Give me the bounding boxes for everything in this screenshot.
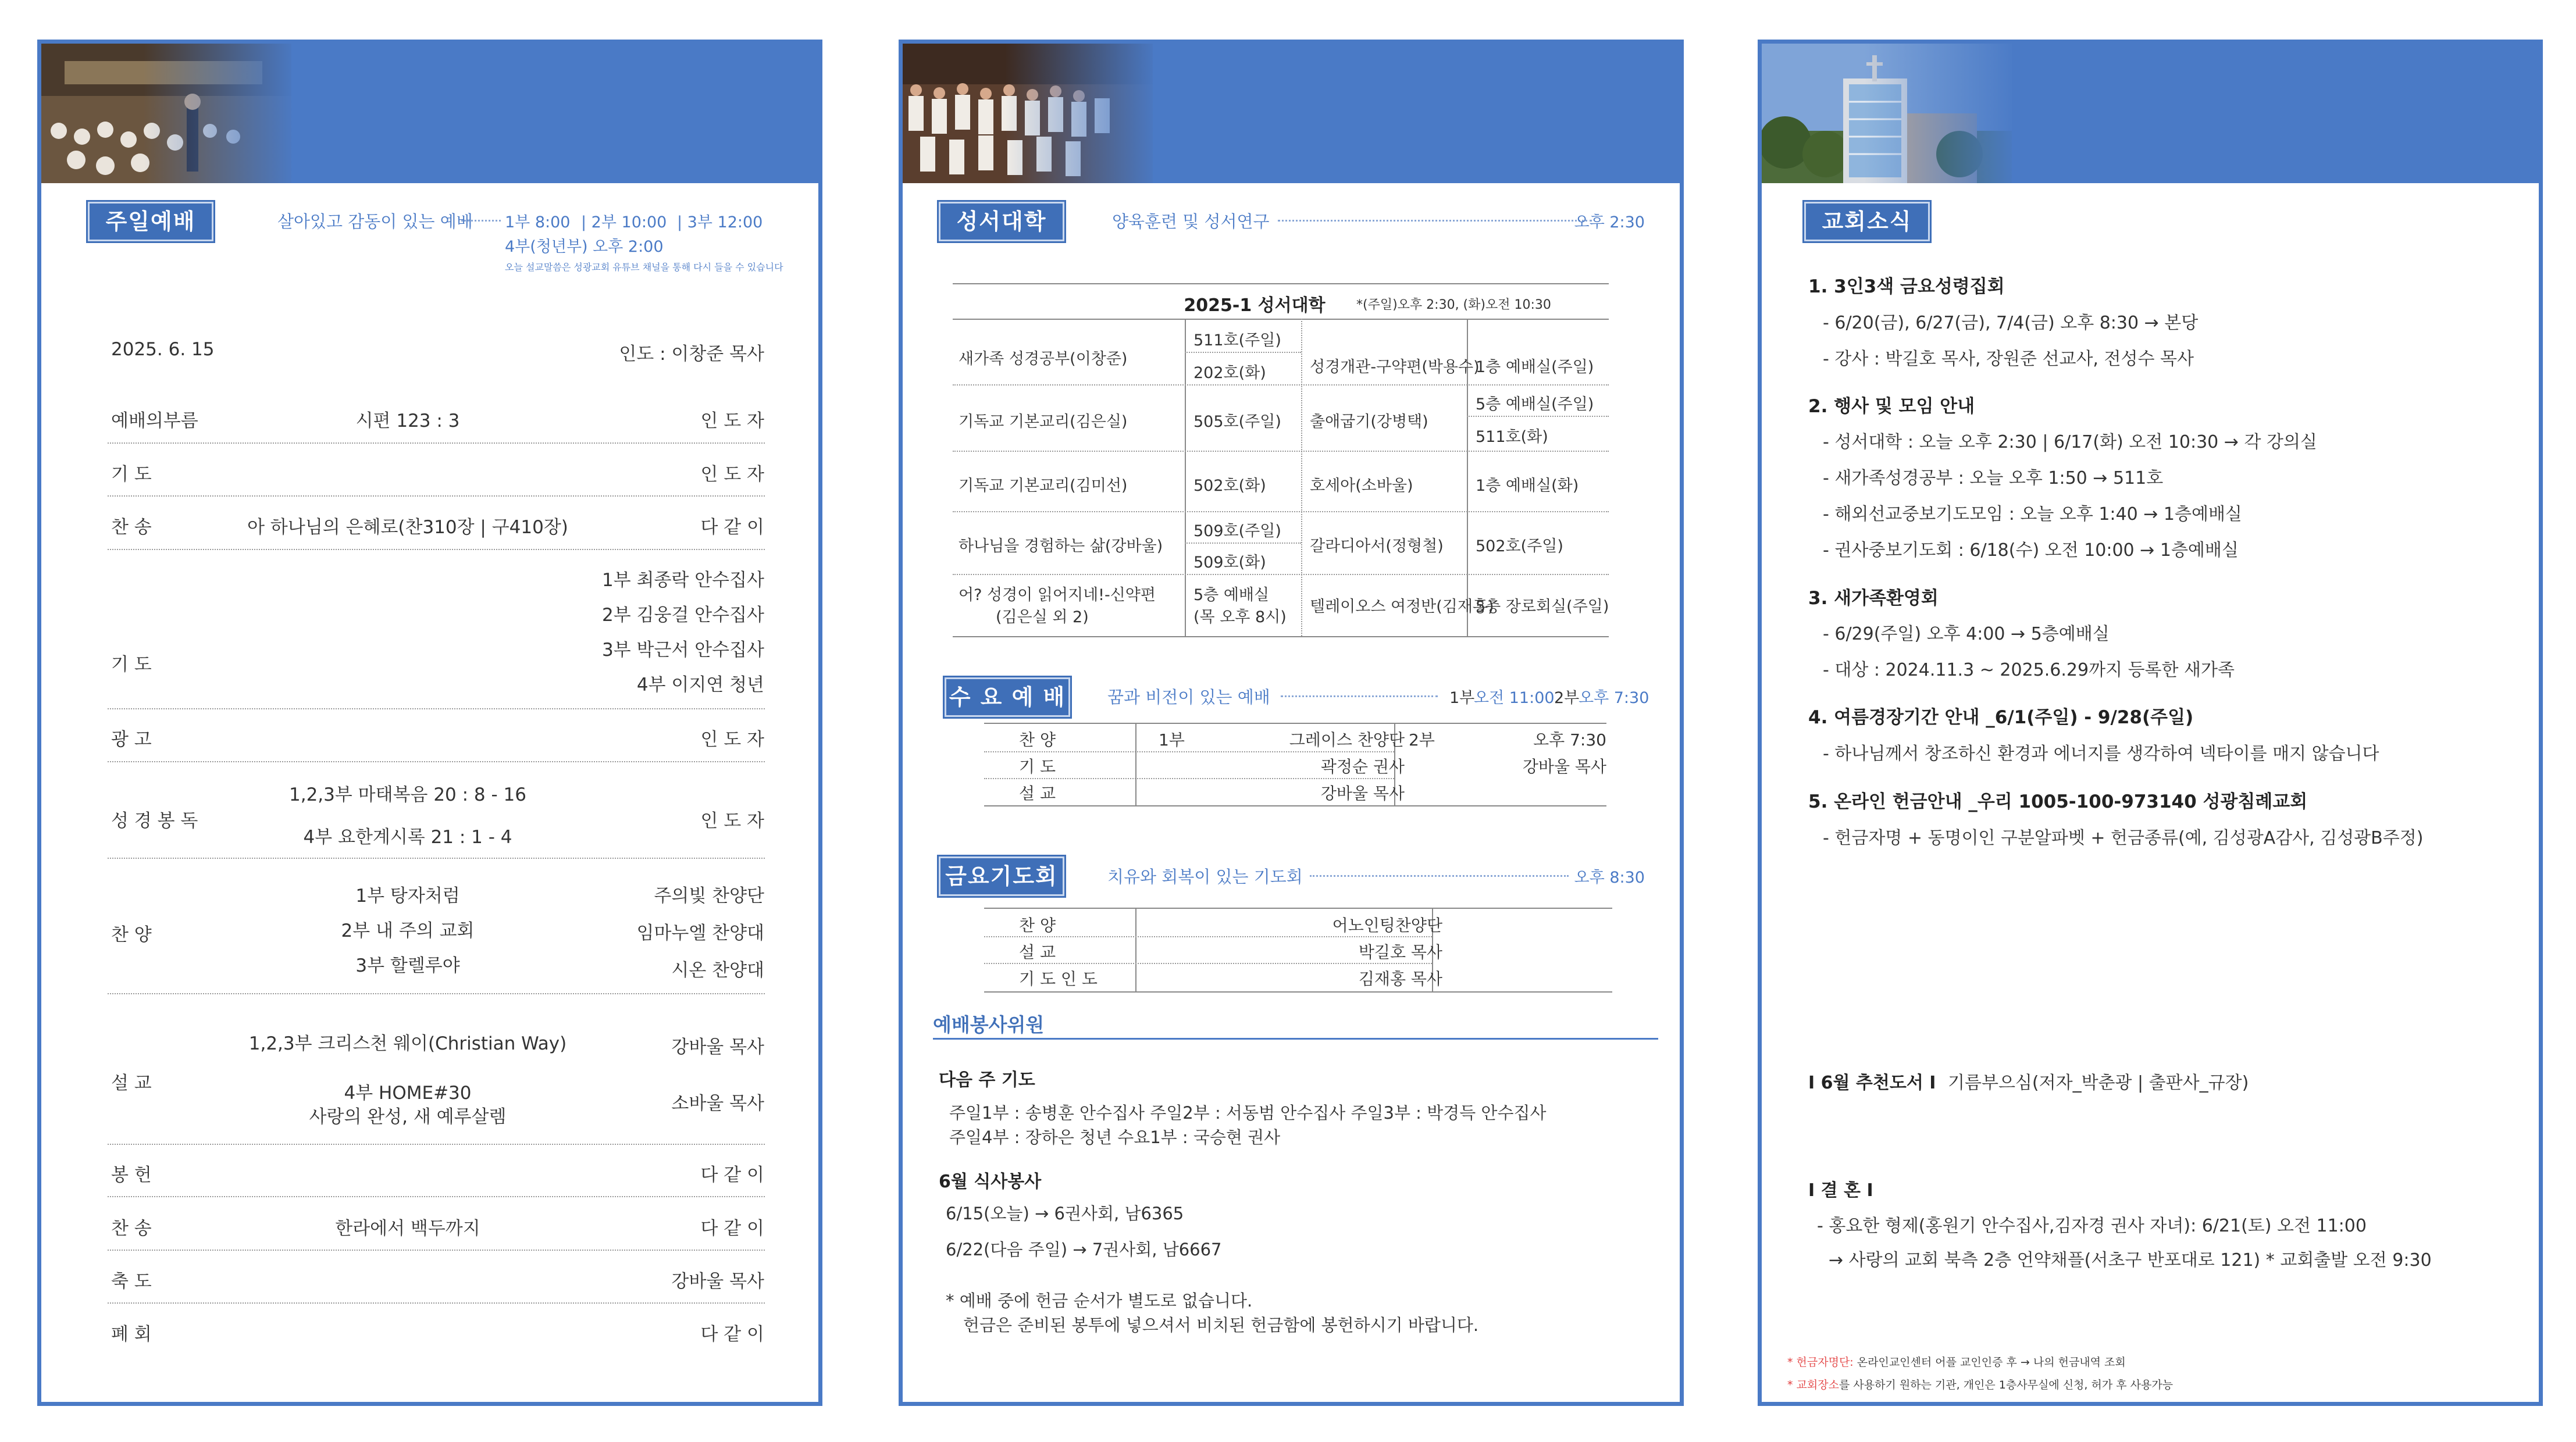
order-title: 찬 양 <box>111 925 152 945</box>
order-person: 인 도 자 <box>700 464 764 485</box>
news-detail: - 해외선교중보기도모임 : 오늘 오후 1:40 → 1층예배실 <box>1823 504 2242 524</box>
order-person: 인 도 자 <box>700 729 764 750</box>
order-person: 강바울 목사 <box>671 1271 764 1292</box>
wed-time-1: 오전 11:00 <box>1474 689 1555 707</box>
praise-1: 1부 탕자처럼 <box>355 886 460 906</box>
course-room: 1층 예배실(화) <box>1476 477 1579 495</box>
section-tag-bible-college: 성서대학 <box>939 202 1064 241</box>
order-title: 찬 송 <box>111 1218 152 1239</box>
news-detail: - 새가족성경공부 : 오늘 오후 1:50 → 511호 <box>1823 468 2164 488</box>
order-title: 설 교 <box>111 1073 152 1094</box>
preacher-1: 강바울 목사 <box>671 1037 764 1058</box>
next-prayer-title: 다음 주 기도 <box>939 1070 1035 1090</box>
course-room: 1층 예배실(주일) <box>1476 358 1594 376</box>
course-room: 202호(화) <box>1193 364 1266 382</box>
order-title: 기 도 <box>111 464 152 485</box>
course-name: 호세아(소바울) <box>1310 477 1413 495</box>
header-banner <box>41 44 818 183</box>
wedding-label: I 결 혼 I <box>1808 1180 1873 1201</box>
order-person: 다 같 이 <box>700 1324 764 1345</box>
order-person: 인 도 자 <box>700 811 764 831</box>
order-title: 축 도 <box>111 1271 152 1292</box>
news-detail: - 강사 : 박길호 목사, 장원준 선교사, 전성수 목사 <box>1823 349 2194 369</box>
news-item-3: 3. 새가족환영회 <box>1808 588 1939 609</box>
wed-time-2: 오후 7:30 <box>1579 689 1649 707</box>
choir-2: 임마누엘 찬양대 <box>636 923 764 944</box>
course-room: 511호(주일) <box>1193 331 1281 349</box>
wed-row-value: 강바울 목사 <box>1522 757 1606 776</box>
wed-row-value: 곽정순 권사 <box>1320 757 1405 776</box>
youtube-note: 오늘 설교말씀은 성광교회 유튜브 채널을 통해 다시 들을 수 있습니다 <box>505 262 783 273</box>
fri-row-title: 찬 양 <box>1019 916 1056 935</box>
order-content: 한라에서 백두까지 <box>335 1218 480 1239</box>
news-item-2: 2. 행사 및 모임 안내 <box>1808 396 1975 417</box>
panel-bible-college <box>899 40 1684 1406</box>
worship-leader: 인도 : 이창준 목사 <box>619 344 764 365</box>
fri-row-value: 박길호 목사 <box>1358 943 1442 962</box>
panel-sunday-worship <box>37 40 822 1406</box>
wed-row-title: 찬 양 <box>1019 730 1056 749</box>
order-title: 폐 회 <box>111 1324 152 1345</box>
time-4: 4부(청년부) 오후 2:00 <box>505 238 664 256</box>
news-item-4: 4. 여름경장기간 안내 _6/1(주일) - 9/28(주일) <box>1808 707 2194 728</box>
wed-row-title: 설 교 <box>1019 784 1056 803</box>
footnote-venue: * 교회장소를 사용하기 원하는 기관, 개인은 1층사무실에 신청, 허가 후 사용가능 <box>1787 1379 2174 1391</box>
meal-line-2: 6/22(다음 주일) → 7권사회, 남6667 <box>946 1240 1222 1259</box>
fri-row-value: 어노인팅찬양단 <box>1332 916 1442 935</box>
section-time: 오후 8:30 <box>1574 869 1645 887</box>
meal-title: 6월 식사봉사 <box>939 1172 1042 1192</box>
choir-1: 주의빛 찬양단 <box>654 886 764 906</box>
wed-row-value: 오후 7:30 <box>1533 730 1606 749</box>
wed-row-value: 그레이스 찬양단 <box>1289 730 1405 749</box>
book-title: 기름부으심(저자_박춘광 | 출판사_규장) <box>1948 1073 2249 1093</box>
section-tag-friday: 금요기도회 <box>939 856 1064 896</box>
course-room: 509호(주일) <box>1193 522 1281 540</box>
service-title: 예배봉사위원 <box>933 1013 1045 1036</box>
book-label: I 6월 추천도서 I <box>1808 1073 1936 1093</box>
wed-row-title: 기 도 <box>1019 757 1056 776</box>
course-name: 새가족 성경공부(이창준) <box>959 350 1128 368</box>
course-name: 텔레이오스 여정반(김재홍) <box>1310 598 1494 616</box>
wedding-line-2: → 사랑의 교회 북측 2층 언약채플(서초구 반포대로 121) * 교회출발 오전 9:30 <box>1829 1250 2432 1270</box>
prayer-1: 1부 최종락 안수집사 <box>602 570 764 591</box>
news-detail: - 헌금자명 + 동명이인 구분알파벳 + 헌금종류(예, 김성광A감사, 김성광B주정) <box>1823 828 2424 848</box>
course-room: 5층 예배실 <box>1193 586 1270 604</box>
fri-row-title: 기 도 인 도 <box>1019 969 1098 988</box>
offering-note-2: 헌금은 준비된 봉투에 넣으셔서 비치된 헌금함에 봉헌하시기 바랍니다. <box>963 1315 1479 1335</box>
news-detail: - 하나님께서 창조하신 환경과 에너지를 생각하여 넥타이를 매지 않습니다 <box>1823 744 2379 764</box>
course-room: 502호(주일) <box>1476 537 1563 555</box>
news-detail: - 성서대학 : 오늘 오후 2:30 | 6/17(화) 오전 10:30 → 각 강의실 <box>1823 432 2317 452</box>
course-room: (목 오후 8시) <box>1193 608 1287 626</box>
table-note: *(주일)오후 2:30, (화)오전 10:30 <box>1356 298 1551 312</box>
course-name: (김은실 외 2) <box>996 608 1089 626</box>
section-time: 오후 2:30 <box>1574 213 1645 231</box>
order-title: 기 도 <box>111 654 152 675</box>
wed-row-part: 2부 <box>1409 730 1435 749</box>
sermon-1: 1,2,3부 크리스천 웨이(Christian Way) <box>248 1033 567 1054</box>
next-prayer-line-1: 주일1부 : 송병훈 안수집사 주일2부 : 서동범 안수집사 주일3부 : 박경득 안수집사 <box>949 1103 1547 1123</box>
offering-note-1: * 예배 중에 헌금 순서가 별도로 없습니다. <box>946 1291 1253 1311</box>
next-prayer-line-2: 주일4부 : 장하은 청년 수요1부 : 국승현 권사 <box>949 1127 1281 1147</box>
footnote-offering: * 헌금자명단: 온라인교인센터 어플 교인인증 후 → 나의 헌금내역 조회 <box>1787 1356 2126 1369</box>
news-item-5: 5. 온라인 헌금안내 _우리 1005-100-973140 성광침례교회 <box>1808 791 2308 812</box>
section-subtitle: 꿈과 비전이 있는 예배 <box>1107 687 1270 707</box>
order-content: 아 하나님의 은혜로(찬310장 | 구410장) <box>247 517 568 538</box>
order-title: 성 경 봉 독 <box>111 811 198 831</box>
news-detail: - 대상 : 2024.11.3 ~ 2025.6.29까지 등록한 새가족 <box>1823 660 2235 680</box>
meal-line-1: 6/15(오늘) → 6권사회, 남6365 <box>946 1204 1184 1223</box>
choir-3: 시온 찬양대 <box>671 960 764 981</box>
time-3: | 3부 12:00 <box>677 213 763 231</box>
course-name: 하나님을 경험하는 삶(강바울) <box>959 537 1163 555</box>
section-tag-news: 교회소식 <box>1804 202 1930 241</box>
order-person: 인 도 자 <box>700 411 764 431</box>
praise-2: 2부 내 주의 교회 <box>341 920 475 941</box>
prayer-3: 3부 박근서 안수집사 <box>602 640 764 661</box>
wed-time-label-1: 1부 <box>1449 689 1475 707</box>
order-title: 찬 송 <box>111 517 152 538</box>
worship-date: 2025. 6. 15 <box>111 339 215 360</box>
course-room: 511호(화) <box>1476 428 1548 446</box>
wed-row-part: 1부 <box>1159 730 1185 749</box>
prayer-2: 2부 김웅걸 안수집사 <box>602 605 764 626</box>
table-title: 2025-1 성서대학 <box>1184 295 1326 316</box>
header-banner <box>1762 44 2539 183</box>
order-person: 다 같 이 <box>700 517 764 538</box>
order-content: 시편 123 : 3 <box>355 411 460 431</box>
praise-3: 3부 할렐루야 <box>355 955 460 976</box>
order-person: 다 같 이 <box>700 1165 764 1186</box>
order-title: 광 고 <box>111 729 152 750</box>
course-room: 509호(화) <box>1193 554 1266 572</box>
reading-1: 1,2,3부 마태복음 20 : 8 - 16 <box>289 784 526 805</box>
course-name: 성경개관-구약편(박용수) <box>1310 358 1480 376</box>
order-person: 다 같 이 <box>700 1218 764 1239</box>
fri-row-title: 설 교 <box>1019 943 1056 962</box>
section-subtitle: 치유와 회복이 있는 기도회 <box>1107 867 1303 887</box>
section-tag-sunday: 주일예배 <box>88 202 213 241</box>
course-room: 5층 장로회실(주일) <box>1476 598 1609 616</box>
wed-time-label-2: 2부 <box>1554 689 1580 707</box>
course-name: 기독교 기본교리(김미선) <box>959 477 1128 495</box>
wedding-line-1: - 홍요한 형제(홍원기 안수집사,김자경 권사 자녀): 6/21(토) 오전 11:00 <box>1817 1216 2367 1236</box>
preacher-2: 소바울 목사 <box>671 1093 764 1114</box>
course-room: 502호(화) <box>1193 477 1266 495</box>
news-detail: - 6/20(금), 6/27(금), 7/4(금) 오후 8:30 → 본당 <box>1823 313 2199 333</box>
course-name: 기독교 기본교리(김은실) <box>959 413 1128 431</box>
sermon-3: 사랑의 완성, 새 예루살렘 <box>309 1107 507 1127</box>
panel-church-news <box>1758 40 2543 1406</box>
prayer-4: 4부 이지연 청년 <box>636 674 764 695</box>
course-name: 갈라디아서(정형철) <box>1310 537 1444 555</box>
news-item-1: 1. 3인3색 금요성령집회 <box>1808 276 2005 297</box>
time-2: | 2부 10:00 <box>581 213 667 231</box>
news-detail: - 6/29(주일) 오후 4:00 → 5층예배실 <box>1823 624 2110 644</box>
course-name: 어? 성경이 읽어지네!-신약편 <box>959 586 1156 604</box>
sermon-2: 4부 HOME#30 <box>344 1083 472 1104</box>
section-subtitle: 양육훈련 및 성서연구 <box>1112 212 1270 231</box>
order-title: 봉 헌 <box>111 1165 152 1186</box>
course-name: 출애굽기(강병택) <box>1310 413 1428 431</box>
course-room: 5층 예배실(주일) <box>1476 395 1594 413</box>
section-tag-wednesday: 수 요 예 배 <box>945 677 1070 717</box>
header-banner <box>903 44 1680 183</box>
time-1: 1부 8:00 <box>505 213 571 231</box>
course-room: 505호(주일) <box>1193 413 1281 431</box>
fri-row-value: 김재홍 목사 <box>1358 969 1442 988</box>
section-subtitle: 살아있고 감동이 있는 예배 <box>277 212 473 231</box>
wed-row-value: 강바울 목사 <box>1320 784 1405 803</box>
news-detail: - 권사중보기도회 : 6/18(수) 오전 10:00 → 1층예배실 <box>1823 540 2239 561</box>
reading-2: 4부 요한계시록 21 : 1 - 4 <box>303 827 512 848</box>
order-title: 예배의부름 <box>111 411 198 431</box>
